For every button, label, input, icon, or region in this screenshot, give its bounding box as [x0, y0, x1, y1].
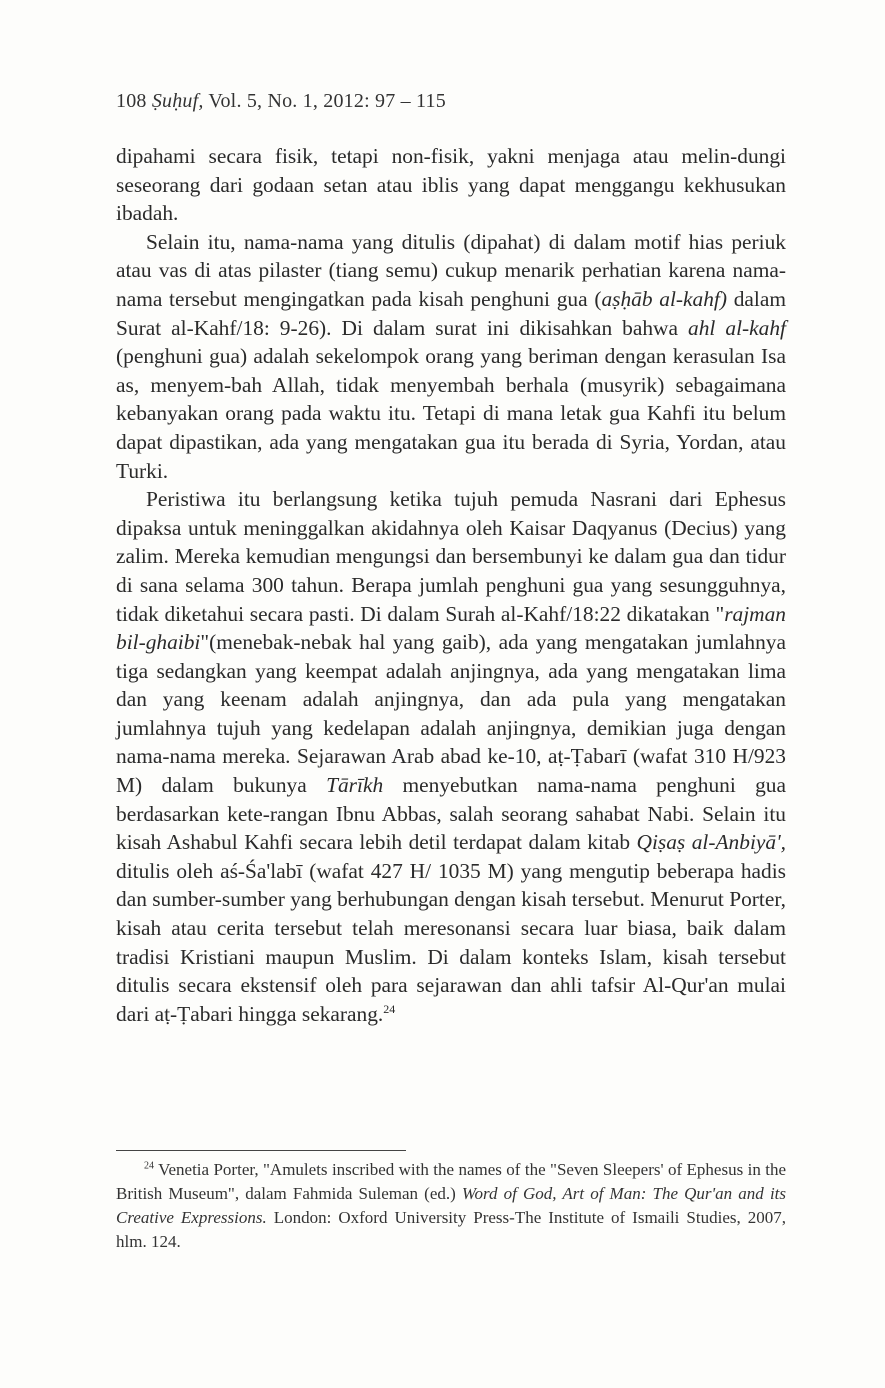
paragraph-1-text: dipahami secara fisik, tetapi non-fisik, yakni menjaga atau melin-dungi seseorang dari godaan setan atau iblis yang dapat menggangu kekhusukan ibadah.: [116, 144, 786, 226]
journal-title: Ṣuḥuf,: [151, 90, 204, 112]
term-ashab-al-kahf: aṣḥāb al-kahf): [601, 286, 727, 311]
paragraph-3-text-g: ditulis oleh aś-Śa'labī (wafat 427 H/ 1035 M) yang mengutip beberapa hadis dan sumber-sumber yang berhubungan dengan kisah tersebut. Menurut Porter, kisah atau cerita tersebut telah meresonansi secara luar biasa, baik dalam tradisi Kristiani maupun Muslim. Di dalam konteks Islam, kisah tersebut ditulis secara ekstensif oleh para sejarawan dan ahli tafsir Al-Qur'an mulai dari aṭ-Ṭabari hingga sekarang.: [116, 858, 786, 1026]
running-head: [116, 90, 446, 113]
footnote-reference[interactable]: 24: [383, 1001, 396, 1016]
footnote-number: 24: [144, 1160, 154, 1172]
paragraph-2-text-e: (penghuni gua) adalah sekelompok orang yang beriman dengan kerasulan Isa as, menyem-bah Allah, tidak menyembah berhala (musyrik) sebagaimana kebanyakan orang pada waktu itu. Tetapi di mana letak gua Kahfi itu belum dapat dipastikan, ada yang mengatakan gua itu berada di Syria, Yordan, atau Turki.: [116, 344, 786, 483]
page-number: 108: [116, 90, 147, 112]
paragraph-1: [116, 142, 786, 228]
footnote: [116, 1158, 786, 1254]
footnote-text-c: London: Oxford University Press-The Institute of Ismaili Studies, 2007, hlm. 124.: [116, 1208, 786, 1251]
paragraph-3-text-c: "(menebak-nebak hal yang gaib), ada yang mengatakan jumlahnya tiga sedangkan yang keempat adalah anjingnya, ada yang mengatakan lima dan yang keenam adalah anjingnya, dan ada pula yang mengatakan jumlahnya tujuh yang kedelapan adalah anjingnya, demikian juga dengan nama-nama mereka. Sejarawan Arab abad ke-10, aṭ-Ṭabarī (wafat 310 H/923 M) dalam bukunya: [116, 630, 786, 798]
footnote-24: [116, 1158, 786, 1254]
paragraph-3-text-e: menyebutkan nama-nama penghuni gua berdasarkan kete-rangan Ibnu Abbas, salah seorang sahabat Nabi. Selain itu kisah Ashabul Kahfi secara lebih detil terdapat dalam kitab: [116, 773, 786, 855]
footnote-text-a: Venetia Porter, "Amulets inscribed with the names of the "Seven Sleepers' of Ephesus in the British Museum", dalam Fahmida Suleman (ed.): [116, 1160, 786, 1203]
paragraph-3-text-a: Peristiwa itu berlangsung ketika tujuh pemuda Nasrani dari Ephesus dipaksa untuk meninggalkan akidahnya oleh Kaisar Daqyanus (Decius) yang zalim. Mereka kemudian mengungsi dan bersembunyi ke dalam gua dan tidur di sana selama 300 tahun. Berapa jumlah penghuni gua yang sesungguhnya, tidak diketahui secara pasti. Di dalam Surah al-Kahf/18:22 dikatakan ": [116, 487, 786, 626]
term-qisas-al-anbiya: Qiṣaṣ al-Anbiyā',: [636, 830, 786, 855]
volume-info: Vol. 5, No. 1, 2012: 97 – 115: [208, 90, 446, 112]
paragraph-2-text-a: Selain itu, nama-nama yang ditulis (dipahat) di dalam motif hias periuk atau vas di atas pilaster (tiang semu) cukup menarik perhatian karena nama-nama tersebut mengingatkan pada kisah penghuni gua (: [116, 229, 786, 311]
footnote-divider: [116, 1150, 406, 1151]
body-text: [116, 142, 786, 1028]
term-ahl-al-kahf: ahl al-kahf: [688, 315, 786, 340]
term-rajman-bil-ghaibi: rajman bil-ghaibi: [116, 601, 786, 655]
paragraph-2: [116, 228, 786, 485]
term-tarikh: Tārīkh: [326, 773, 384, 798]
paragraph-2-text-c: dalam Surat al-Kahf/18: 9-26). Di dalam surat ini dikisahkan bahwa: [116, 286, 786, 340]
footnote-book-title: Word of God, Art of Man: The Qur'an and its Creative Expressions.: [116, 1184, 786, 1227]
paragraph-3: [116, 485, 786, 1028]
